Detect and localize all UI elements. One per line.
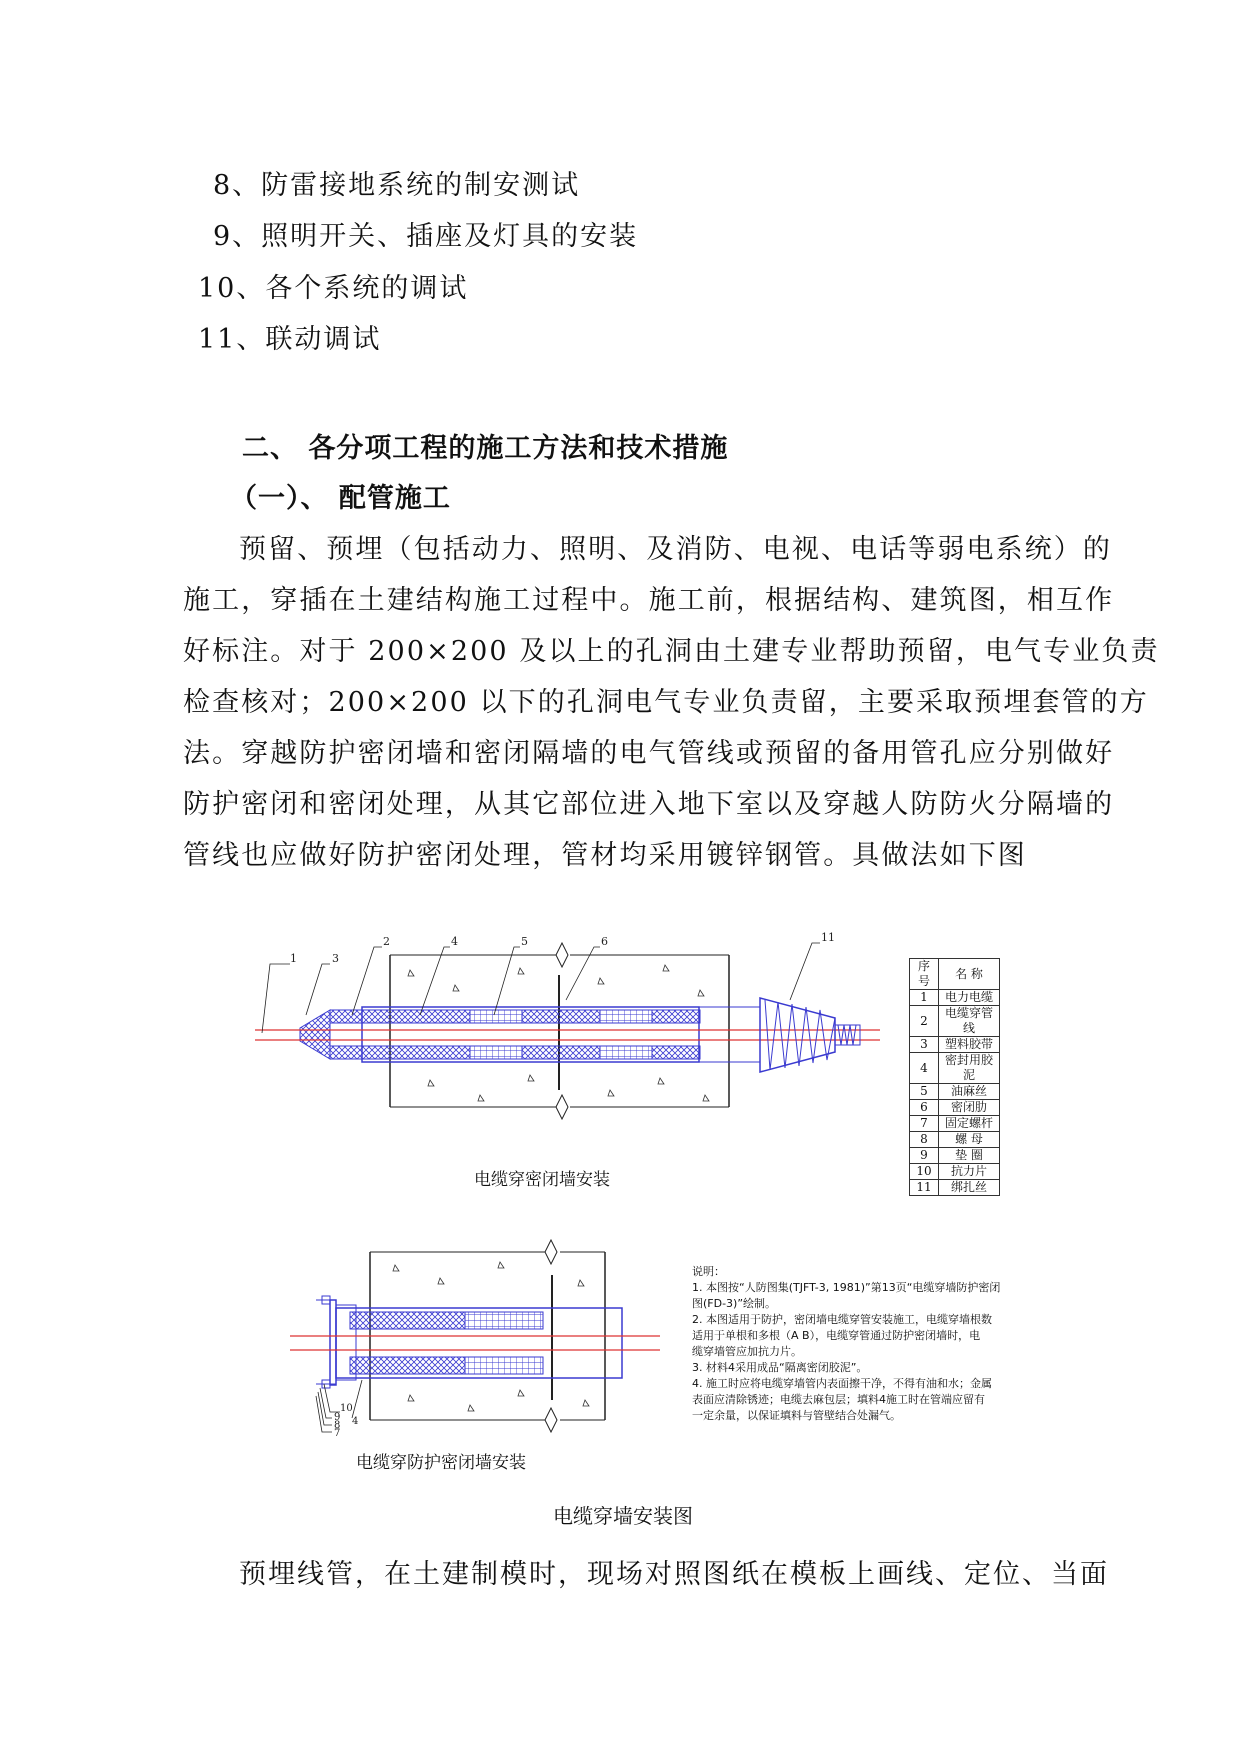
bottom-figure-caption: 电缆穿防护密闭墙安装 [356, 1453, 526, 1473]
list-item: 10、各个系统的调试 [198, 273, 469, 304]
note-line: 表面应清除锈迹；电缆去麻包层；填料4施工时在管端应留有 [692, 1393, 985, 1406]
subsection-heading: （一）、 配管施工 [230, 483, 451, 514]
callout-3: 3 [332, 952, 339, 965]
list-item: 9、照明开关、插座及灯具的安装 [213, 221, 639, 252]
figure-title: 电缆穿墙安装图 [553, 1504, 693, 1528]
legend-row: 8 螺 母 [910, 1132, 1000, 1148]
callout-2: 2 [383, 935, 390, 948]
section-heading: 二、 各分项工程的施工方法和技术措施 [242, 433, 729, 464]
legend-row: 4 密封用胶泥 [910, 1053, 1000, 1084]
paragraph-line: 法。穿越防护密闭墙和密闭隔墙的电气管线或预留的备用管孔应分别做好 [183, 738, 1115, 769]
note-line: 2. 本图适用于防护，密闭墙电缆穿管安装施工，电缆穿墙根数 [692, 1313, 992, 1326]
callout-1: 1 [290, 952, 297, 965]
legend-header: 名 称 [939, 959, 1000, 990]
top-drawing [255, 931, 880, 1119]
bottom-drawing [290, 1240, 660, 1439]
note-line: 缆穿墙管应加抗力片。 [692, 1345, 802, 1358]
legend-row: 11 绑扎丝 [910, 1180, 1000, 1196]
callout-4: 4 [451, 935, 458, 948]
legend-row: 2 电缆穿管线 [910, 1006, 1000, 1037]
drawing-notes [692, 1264, 1052, 1424]
callout-9: 9 [334, 1412, 341, 1423]
list-item: 11、联动调试 [198, 324, 382, 355]
callout-5: 5 [521, 935, 528, 948]
legend-row: 9 垫 圈 [910, 1148, 1000, 1164]
legend-row: 3 塑料胶带 [910, 1037, 1000, 1053]
paragraph-line: 预留、预埋（包括动力、照明、及消防、电视、电话等弱电系统）的 [239, 534, 1112, 565]
paragraph-line: 检查核对；200×200 以下的孔洞电气专业负责留，主要采取预埋套管的方 [183, 687, 1149, 718]
legend-row: 10 抗力片 [910, 1164, 1000, 1180]
callout-10: 10 [340, 1403, 353, 1414]
note-line: 图(FD-3)”绘制。 [692, 1297, 777, 1310]
legend-row: 5 油麻丝 [910, 1084, 1000, 1100]
paragraph-line: 管线也应做好防护密闭处理，管材均采用镀锌钢管。具做法如下图 [183, 840, 1027, 871]
list-item: 8、防雷接地系统的制安测试 [213, 170, 581, 201]
legend-row: 1 电力电缆 [910, 990, 1000, 1006]
note-line: 4. 施工时应将电缆穿墙管内表面擦干净，不得有油和水；金属 [692, 1377, 992, 1390]
legend-row: 6 密闭肋 [910, 1100, 1000, 1116]
legend-row: 7 固定螺杆 [910, 1116, 1000, 1132]
note-line: 适用于单根和多根（A B），电缆穿管通过防护密闭墙时，电 [692, 1329, 981, 1342]
callout-8: 8 [334, 1420, 341, 1431]
callout-6: 6 [601, 935, 608, 948]
note-line: 3. 材料4采用成品“隔离密闭胶泥”。 [692, 1361, 868, 1374]
note-line: 一定余量，以保证填料与管壁结合处漏气。 [692, 1409, 901, 1422]
callout-4-bottom: 4 [352, 1416, 359, 1427]
notes-title: 说明： [692, 1265, 725, 1278]
paragraph-line: 防护密闭和密闭处理，从其它部位进入地下室以及穿越人防防火分隔墙的 [183, 789, 1115, 820]
legend-table [909, 958, 1000, 1196]
note-line: 1. 本图按“人防图集(TJFT-3, 1981)”第13页“电缆穿墙防护密闭 [692, 1281, 1001, 1294]
paragraph-line: 好标注。对于 200×200 及以上的孔洞由土建专业帮助预留，电气专业负责 [183, 636, 1160, 667]
legend-header: 序号 [910, 959, 939, 990]
closing-paragraph-line: 预埋线管，在土建制模时，现场对照图纸在模板上画线、定位、当面 [239, 1559, 1109, 1590]
callout-7: 7 [334, 1428, 341, 1439]
callout-11: 11 [821, 931, 835, 944]
paragraph-line: 施工，穿插在土建结构施工过程中。施工前，根据结构、建筑图，相互作 [183, 585, 1115, 616]
top-figure-caption: 电缆穿密闭墙安装 [474, 1170, 610, 1190]
